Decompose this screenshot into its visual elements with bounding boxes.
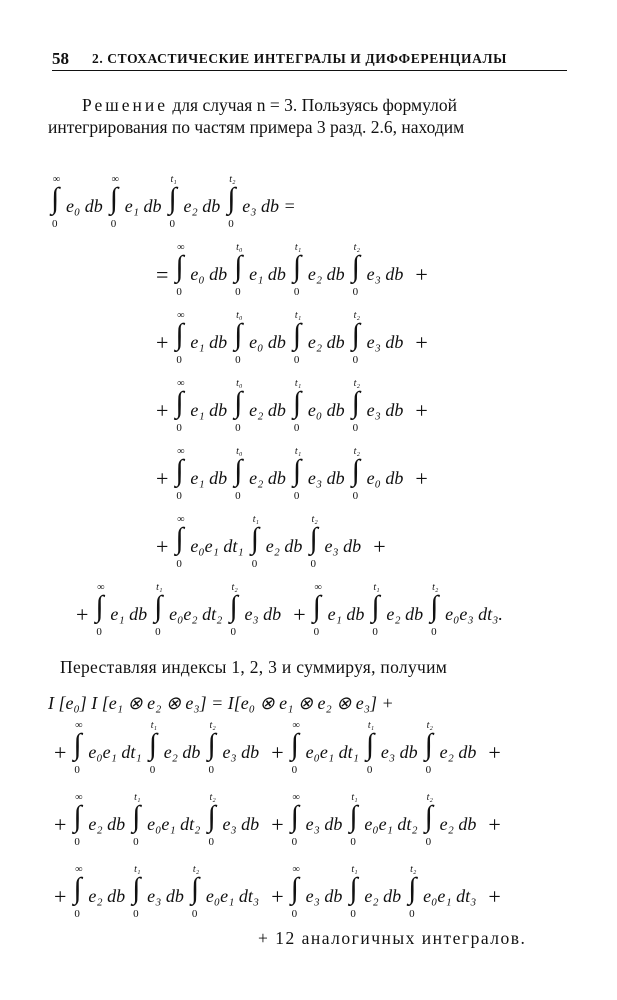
integral-sign <box>174 516 190 572</box>
middle-paragraph: Переставляя индексы 1, 2, 3 и суммируя, получим <box>60 657 448 677</box>
integral-limit: t₁ <box>351 864 358 875</box>
integral-sign <box>94 584 110 640</box>
integral-symbol: ∫ <box>234 454 243 487</box>
integral-symbol: ∫ <box>292 318 302 351</box>
integral-symbol: ∫ <box>95 590 104 623</box>
integral-limit: 0 <box>352 422 359 434</box>
integral-symbol: ∫ <box>312 590 321 623</box>
operator: + <box>156 466 169 491</box>
integrand-term: e₃ db <box>307 468 345 488</box>
integral-symbol: ∫ <box>175 454 184 487</box>
integral-sign <box>233 312 249 368</box>
integrand-term: e₂ db <box>364 886 402 906</box>
integrand-term: e₀ db <box>307 400 345 420</box>
integral-limit: 0 <box>74 764 80 776</box>
integral-sign <box>290 794 306 850</box>
operator: + <box>415 466 428 491</box>
operator: + <box>488 884 501 909</box>
formula1-line3 <box>150 312 434 368</box>
integral-symbol: ∫ <box>424 800 433 833</box>
integral-limit: t₀ <box>236 242 243 253</box>
formula2-line2 <box>48 794 507 850</box>
integral-limit: 0 <box>169 218 175 230</box>
formula1-line2 <box>150 244 434 300</box>
integral-symbol: ∫ <box>408 872 417 905</box>
integral-symbol: ∫ <box>175 318 184 351</box>
integral-sign <box>365 722 381 778</box>
integral-symbol: ∫ <box>351 318 360 351</box>
integral-limit: 0 <box>352 286 359 298</box>
formula1-line4 <box>150 380 434 436</box>
integral-limit: 0 <box>293 286 300 298</box>
integral-sign <box>429 584 445 640</box>
intro-text: для случая n = 3. Пользуясь формулой интегрирования по частям примера 3 разд. 2.6, находим <box>48 95 465 137</box>
formula2-line1 <box>48 722 507 778</box>
integrand-term: e₀ db <box>249 332 286 352</box>
integral-limit: ∞ <box>177 310 185 321</box>
integral-limit: 0 <box>228 218 234 230</box>
integral-sign <box>226 176 242 232</box>
integral-limit: t₂ <box>426 720 433 731</box>
integral-sign <box>131 866 147 922</box>
formula1-line7 <box>70 584 509 640</box>
integrand-term: e₃ db <box>244 604 282 624</box>
running-header <box>52 46 567 71</box>
integral-symbol: ∫ <box>292 250 302 283</box>
page-number: 58 <box>52 49 69 68</box>
integral-sign <box>290 722 306 778</box>
integral-limit: t₁ <box>134 792 141 803</box>
integral-sign <box>424 794 440 850</box>
integral-limit: t₁ <box>294 310 302 321</box>
integral-limit: 0 <box>110 218 117 230</box>
integrand-term: e₀e₁ dt₂ <box>147 814 201 834</box>
integral-symbol: ∫ <box>148 728 157 761</box>
integral-limit: 0 <box>372 626 378 638</box>
integral-sign <box>174 380 190 436</box>
integral-symbol: ∫ <box>73 800 82 833</box>
integral-limit: 0 <box>176 354 182 366</box>
integral-limit: 0 <box>191 908 198 920</box>
integral-limit: 0 <box>235 422 241 434</box>
integral-symbol: ∫ <box>190 872 200 905</box>
integral-sign <box>292 312 308 368</box>
integral-symbol: ∫ <box>132 800 141 833</box>
integral-limit: 0 <box>176 490 182 502</box>
integral-symbol: ∫ <box>229 590 238 623</box>
integral-symbol: ∫ <box>351 454 360 487</box>
integral-limit: t₁ <box>134 864 141 875</box>
formula2-head: I [e₀] I [e₁ ⊗ e₂ ⊗ e₃] = I[e₀ ⊗ e₁ ⊗ e₂ ⊗ e₃] + <box>48 693 394 713</box>
integral-sign <box>206 722 222 778</box>
integral-sign <box>351 448 367 504</box>
operator: + <box>373 534 386 559</box>
integral-limit: ∞ <box>75 720 83 731</box>
integrand-term: e₃ db <box>222 814 260 834</box>
integral-limit: t₂ <box>432 582 439 593</box>
integral-limit: ∞ <box>97 582 105 593</box>
integral-limit: t₂ <box>231 582 238 593</box>
integral-limit: t₁ <box>294 242 302 253</box>
integral-limit: t₀ <box>236 310 243 321</box>
integral-limit: t₁ <box>252 514 259 525</box>
integral-limit: 0 <box>291 908 298 920</box>
integral-limit: t₂ <box>353 378 360 389</box>
integral-sign <box>174 244 190 300</box>
integral-limit: 0 <box>251 558 258 570</box>
integral-limit: ∞ <box>314 582 322 593</box>
integral-limit: 0 <box>155 626 161 638</box>
integral-sign <box>72 722 88 778</box>
integral-limit: t₂ <box>209 792 216 803</box>
integrand-term: e₂ db <box>307 332 345 352</box>
integral-limit: t₁ <box>351 792 358 803</box>
integral-sign <box>250 516 266 572</box>
integral-limit: 0 <box>96 626 102 638</box>
integral-limit: 0 <box>310 558 316 570</box>
integral-limit: t₀ <box>236 378 243 389</box>
integral-sign <box>351 244 367 300</box>
integral-sign <box>206 794 222 850</box>
integral-sign <box>72 866 88 922</box>
integral-limit: 0 <box>208 836 214 848</box>
integral-sign <box>148 722 164 778</box>
integral-limit: 0 <box>176 286 182 298</box>
integrand-term: e₃ db <box>324 536 362 556</box>
integral-symbol: ∫ <box>424 728 433 761</box>
operator: + <box>415 330 428 355</box>
operator: + <box>156 330 169 355</box>
integral-limit: ∞ <box>75 864 83 875</box>
integral-limit: 0 <box>352 354 359 366</box>
integral-symbol: ∫ <box>227 182 236 215</box>
integral-sign <box>292 244 308 300</box>
integral-limit: t₂ <box>311 514 318 525</box>
integral-limit: 0 <box>366 764 373 776</box>
integrand-term: e₃ db <box>305 814 343 834</box>
integral-limit: 0 <box>409 908 415 920</box>
integrand-term: e₂ db <box>183 196 221 216</box>
operator: + <box>54 884 67 909</box>
integral-symbol: ∫ <box>430 590 439 623</box>
integral-limit: t₂ <box>353 242 360 253</box>
integral-limit: 0 <box>350 908 356 920</box>
integral-limit: ∞ <box>292 864 300 875</box>
integral-symbol: ∫ <box>349 872 358 905</box>
integral-symbol: ∫ <box>175 386 184 419</box>
integral-limit: t₀ <box>236 446 243 457</box>
integral-limit: 0 <box>293 422 300 434</box>
integrand-term: e₀e₁ dt₃ <box>423 886 477 906</box>
integral-sign <box>351 380 367 436</box>
integral-sign <box>153 584 169 640</box>
integral-symbol: ∫ <box>351 386 360 419</box>
integral-limit: 0 <box>230 626 236 638</box>
integral-limit: 0 <box>313 626 320 638</box>
integrand-term: e₂ db <box>439 742 477 762</box>
operator: + <box>271 884 284 909</box>
integral-sign <box>109 176 125 232</box>
integral-symbol: ∫ <box>292 454 302 487</box>
integrand-term: e₀e₁ dt₁ <box>190 536 244 556</box>
integral-limit: 0 <box>176 558 182 570</box>
integrand-term: e₃ db <box>366 400 404 420</box>
operator: + <box>488 812 501 837</box>
integral-sign <box>370 584 386 640</box>
integrand-term: e₁ db <box>249 264 286 284</box>
integrand-term: e₂ db <box>88 886 126 906</box>
integral-limit: 0 <box>352 490 359 502</box>
integral-limit: ∞ <box>177 242 185 253</box>
integral-limit: t₁ <box>294 378 302 389</box>
integrand-term: e₃ db <box>366 332 404 352</box>
integral-symbol: ∫ <box>207 800 216 833</box>
integral-limit: 0 <box>293 354 300 366</box>
integral-sign <box>174 448 190 504</box>
integrand-term: e₁ db <box>190 400 228 420</box>
operator: + <box>54 812 67 837</box>
formula1-line6 <box>150 516 392 572</box>
integral-limit: ∞ <box>292 792 300 803</box>
integral-limit: t₁ <box>373 582 380 593</box>
integral-limit: t₂ <box>353 446 360 457</box>
integrand-term: e₁ db <box>327 604 365 624</box>
operator: + <box>415 262 428 287</box>
integral-limit: 0 <box>291 764 298 776</box>
integral-symbol: ∫ <box>365 728 375 761</box>
integral-sign <box>72 794 88 850</box>
integral-symbol: ∫ <box>309 522 318 555</box>
integral-sign <box>174 312 190 368</box>
integral-limit: t₂ <box>353 310 360 321</box>
integrand-term: e₂ db <box>88 814 126 834</box>
integrand-term: e₀ db <box>366 468 404 488</box>
integral-limit: 0 <box>52 218 58 230</box>
integrand-term: e₃ db <box>222 742 260 762</box>
formula1-line5 <box>150 448 434 504</box>
integral-symbol: ∫ <box>250 522 259 555</box>
integral-symbol: ∫ <box>292 386 302 419</box>
integral-sign <box>233 380 249 436</box>
integrand-term: e₂ db <box>439 814 477 834</box>
integral-sign <box>168 176 184 232</box>
integral-sign <box>233 448 249 504</box>
integral-limit: 0 <box>74 836 80 848</box>
integral-limit: 0 <box>235 286 241 298</box>
integral-symbol: ∫ <box>132 872 141 905</box>
integral-sign <box>292 448 308 504</box>
integral-sign <box>308 516 324 572</box>
integrand-term: e₂ db <box>307 264 345 284</box>
operator: + <box>271 740 284 765</box>
integral-symbol: ∫ <box>290 728 299 761</box>
integral-symbol: ∫ <box>168 182 177 215</box>
integrand-term: e₃ db = <box>242 196 296 216</box>
formula1-line1 <box>50 176 302 232</box>
integral-sign <box>50 176 66 232</box>
integral-sign <box>351 312 367 368</box>
integral-symbol: ∫ <box>349 800 358 833</box>
integral-limit: 0 <box>133 908 139 920</box>
integrand-term: e₃ db <box>366 264 404 284</box>
integrand-term: e₂ db <box>249 468 286 488</box>
integrand-term: e₀e₁ dt₃ <box>205 886 260 906</box>
integral-limit: 0 <box>149 764 156 776</box>
integral-limit: 0 <box>74 908 80 920</box>
integrand-term: e₂ db <box>249 400 286 420</box>
integral-limit: 0 <box>176 422 182 434</box>
operator: + <box>54 740 67 765</box>
integral-sign <box>292 380 308 436</box>
integral-symbol: ∫ <box>234 318 243 351</box>
integral-limit: t₁ <box>150 720 157 731</box>
integral-limit: t₂ <box>209 720 216 731</box>
integral-limit: 0 <box>425 764 432 776</box>
integral-limit: 0 <box>235 354 241 366</box>
integral-sign <box>131 794 147 850</box>
integral-sign <box>348 794 364 850</box>
integral-symbol: ∫ <box>234 386 243 419</box>
integral-limit: 0 <box>425 836 432 848</box>
integral-symbol: ∫ <box>290 872 299 905</box>
integral-limit: t₂ <box>410 864 417 875</box>
integral-symbol: ∫ <box>175 522 184 555</box>
operator: + <box>488 740 501 765</box>
integral-sign <box>312 584 328 640</box>
integral-symbol: ∫ <box>207 728 216 761</box>
closing-line: + 12 аналогичных интегралов. <box>258 928 527 948</box>
integral-symbol: ∫ <box>51 182 60 215</box>
operator: + <box>76 602 89 627</box>
integrand-term: e₃ db <box>305 886 343 906</box>
integral-symbol: ∫ <box>234 250 243 283</box>
integral-limit: t₁ <box>367 720 375 731</box>
formula2-line3 <box>48 866 507 922</box>
integral-limit: ∞ <box>177 378 185 389</box>
integral-sign <box>233 244 249 300</box>
integrand-term: e₃ db <box>380 742 418 762</box>
integrand-term: e₀ db <box>190 264 228 284</box>
integral-sign <box>424 722 440 778</box>
integrand-term: e₂ db <box>265 536 303 556</box>
intro-paragraph <box>48 94 573 138</box>
integral-sign <box>190 866 206 922</box>
operator: + <box>271 812 284 837</box>
integral-limit: ∞ <box>292 720 300 731</box>
integrand-term: e₀ db <box>66 196 103 216</box>
integral-limit: 0 <box>431 626 437 638</box>
integral-sign <box>407 866 423 922</box>
integral-sign <box>228 584 244 640</box>
integral-limit: 0 <box>235 490 241 502</box>
integral-limit: ∞ <box>177 514 185 525</box>
integrand-term: e₁ db <box>124 196 162 216</box>
integrand-term: e₀e₁ dt₁ <box>305 742 359 762</box>
integrand-term: e₀e₂ dt₂ <box>169 604 223 624</box>
integral-limit: ∞ <box>177 446 185 457</box>
integral-sign <box>348 866 364 922</box>
operator: + <box>156 398 169 423</box>
operator: + <box>156 534 169 559</box>
integrand-term: e₃ db <box>147 886 184 906</box>
running-title: 2. СТОХАСТИЧЕСКИЕ ИНТЕГРАЛЫ И ДИФФЕРЕНЦИАЛЫ <box>92 51 507 66</box>
integrand-term: e₀e₁ dt₁ <box>88 742 142 762</box>
integral-symbol: ∫ <box>154 590 163 623</box>
integral-limit: ∞ <box>111 174 119 185</box>
integral-limit: t₁ <box>156 582 163 593</box>
integral-symbol: ∫ <box>175 250 184 283</box>
integral-symbol: ∫ <box>351 250 360 283</box>
integral-limit: ∞ <box>53 174 61 185</box>
integral-limit: t₂ <box>426 792 433 803</box>
integral-symbol: ∫ <box>290 800 299 833</box>
integral-limit: t₁ <box>294 446 302 457</box>
integrand-term: e₁ db <box>110 604 148 624</box>
integrand-term: e₀e₁ dt₂ <box>364 814 418 834</box>
integral-limit: 0 <box>208 764 214 776</box>
operator: = <box>156 262 169 287</box>
integral-symbol: ∫ <box>109 182 118 215</box>
integral-symbol: ∫ <box>371 590 380 623</box>
integral-symbol: ∫ <box>73 872 82 905</box>
integral-limit: t₂ <box>229 174 236 185</box>
integral-limit: 0 <box>293 490 300 502</box>
integral-symbol: ∫ <box>73 728 82 761</box>
integral-limit: t₁ <box>170 174 177 185</box>
operator: + <box>293 602 306 627</box>
integral-limit: 0 <box>350 836 356 848</box>
integrand-term: e₀e₃ dt₃. <box>445 604 503 624</box>
integrand-term: e₁ db <box>190 468 228 488</box>
integral-limit: t₂ <box>192 864 200 875</box>
operator: + <box>415 398 428 423</box>
integral-limit: ∞ <box>75 792 83 803</box>
integrand-term: e₂ db <box>386 604 424 624</box>
integral-limit: 0 <box>291 836 298 848</box>
integrand-term: e₁ db <box>190 332 228 352</box>
intro-spaced-word: Решение <box>82 95 169 115</box>
integral-sign <box>290 866 306 922</box>
integral-limit: 0 <box>133 836 139 848</box>
integrand-term: e₂ db <box>163 742 201 762</box>
